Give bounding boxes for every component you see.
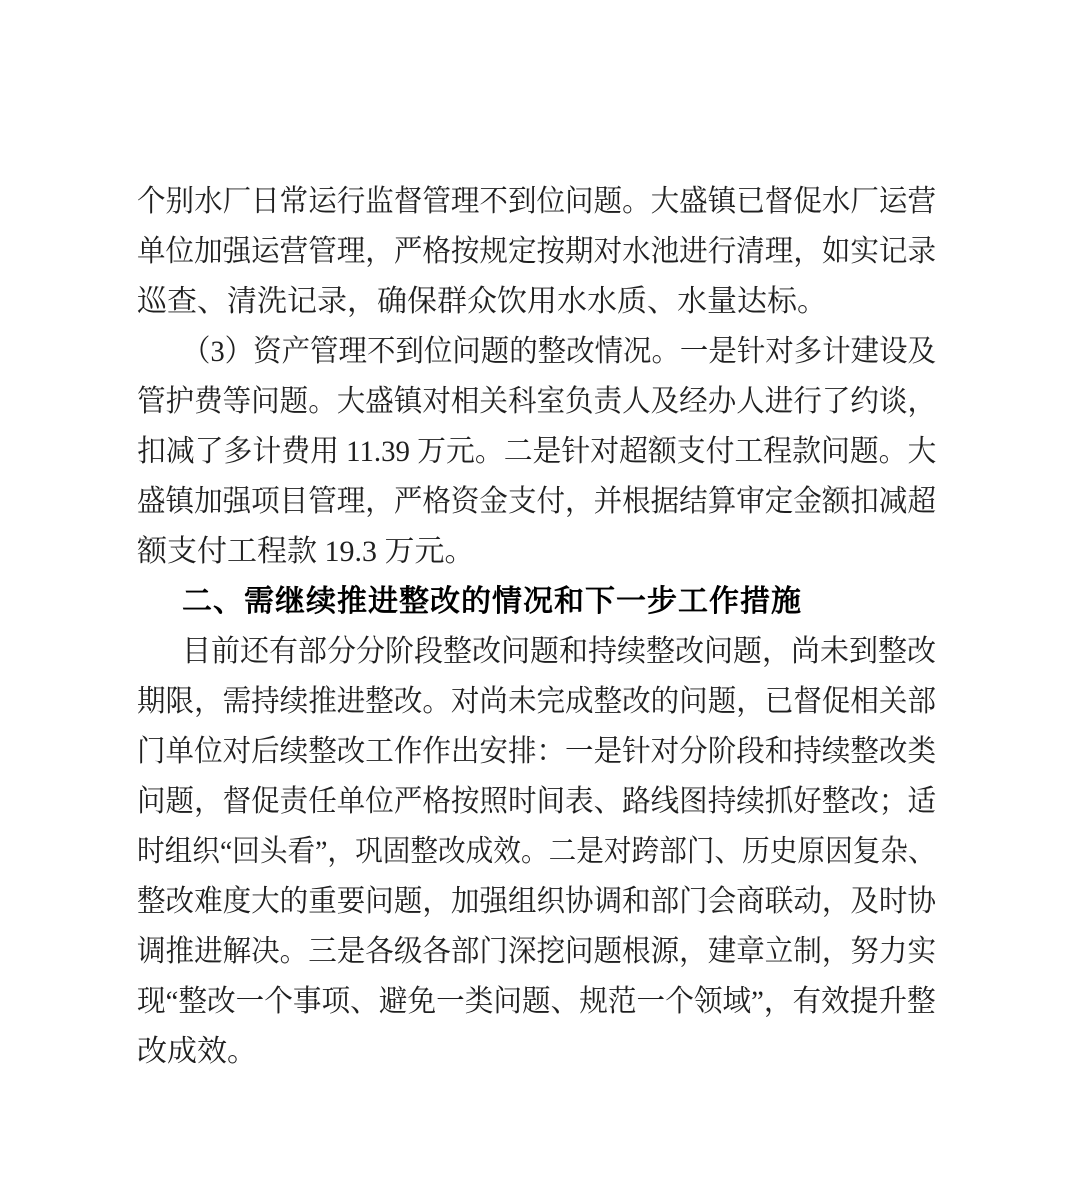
text-line: [137, 827, 936, 877]
text-line-content: 时组织“回头看”，巩固整改成效。二是对跨部门、历史原因复杂、: [137, 835, 936, 868]
paragraph-asset-management: [137, 327, 936, 577]
text-line-content: 调推进解决。三是各级各部门深挖问题根源，建章立制，努力实: [137, 935, 936, 968]
text-line-content: 门单位对后续整改工作作出安排：一是针对分阶段和持续整改类: [137, 735, 936, 768]
paragraph-water-plant: [137, 177, 936, 327]
text-line-content: 期限，需持续推进整改。对尚未完成整改的问题，已督促相关部: [137, 685, 936, 718]
text-line: [137, 477, 936, 527]
text-line: [137, 227, 936, 277]
paragraph-next-steps: [137, 627, 936, 1077]
text-line: [137, 727, 936, 777]
text-line: [137, 177, 936, 227]
text-line-content: 额支付工程款 19.3 万元。: [137, 535, 475, 568]
text-line: [137, 927, 936, 977]
text-line-content: 改成效。: [137, 1035, 257, 1068]
text-line-content: 目前还有部分分阶段整改问题和持续整改问题，尚未到整改: [182, 635, 936, 668]
text-line-content: 单位加强运营管理，严格按规定按期对水池进行清理，如实记录: [137, 235, 936, 268]
text-line: [137, 427, 936, 477]
text-line: [137, 627, 936, 677]
text-line: [137, 1027, 936, 1077]
text-line: [137, 877, 936, 927]
text-line: [137, 777, 936, 827]
text-line: [137, 677, 936, 727]
text-line: [137, 277, 936, 327]
text-line-content: 扣减了多计费用 11.39 万元。二是针对超额支付工程款问题。大: [137, 435, 937, 468]
text-line: [137, 327, 936, 377]
text-line-content: 巡查、清洗记录，确保群众饮用水水质、水量达标。: [137, 285, 827, 318]
text-line-content: 管护费等问题。大盛镇对相关科室负责人及经办人进行了约谈，: [137, 385, 936, 418]
text-line: [137, 527, 936, 577]
text-line-content: 个别水厂日常运行监督管理不到位问题。大盛镇已督促水厂运营: [137, 185, 936, 218]
document-text-block: [137, 177, 936, 1077]
text-line-content: 问题，督促责任单位严格按照时间表、路线图持续抓好整改；适: [137, 785, 936, 818]
section-heading-text: 二、需继续推进整改的情况和下一步工作措施: [182, 585, 802, 618]
text-line-content: （3）资产管理不到位问题的整改情况。一是针对多计建设及: [182, 335, 936, 368]
text-line-content: 整改难度大的重要问题，加强组织协调和部门会商联动，及时协: [137, 885, 936, 918]
section-heading: [137, 577, 936, 627]
text-line-content: 盛镇加强项目管理，严格资金支付，并根据结算审定金额扣减超: [137, 485, 936, 518]
text-line: [137, 977, 936, 1027]
text-line: [137, 377, 936, 427]
text-line-content: 现“整改一个事项、避免一类问题、规范一个领域”，有效提升整: [137, 985, 936, 1018]
